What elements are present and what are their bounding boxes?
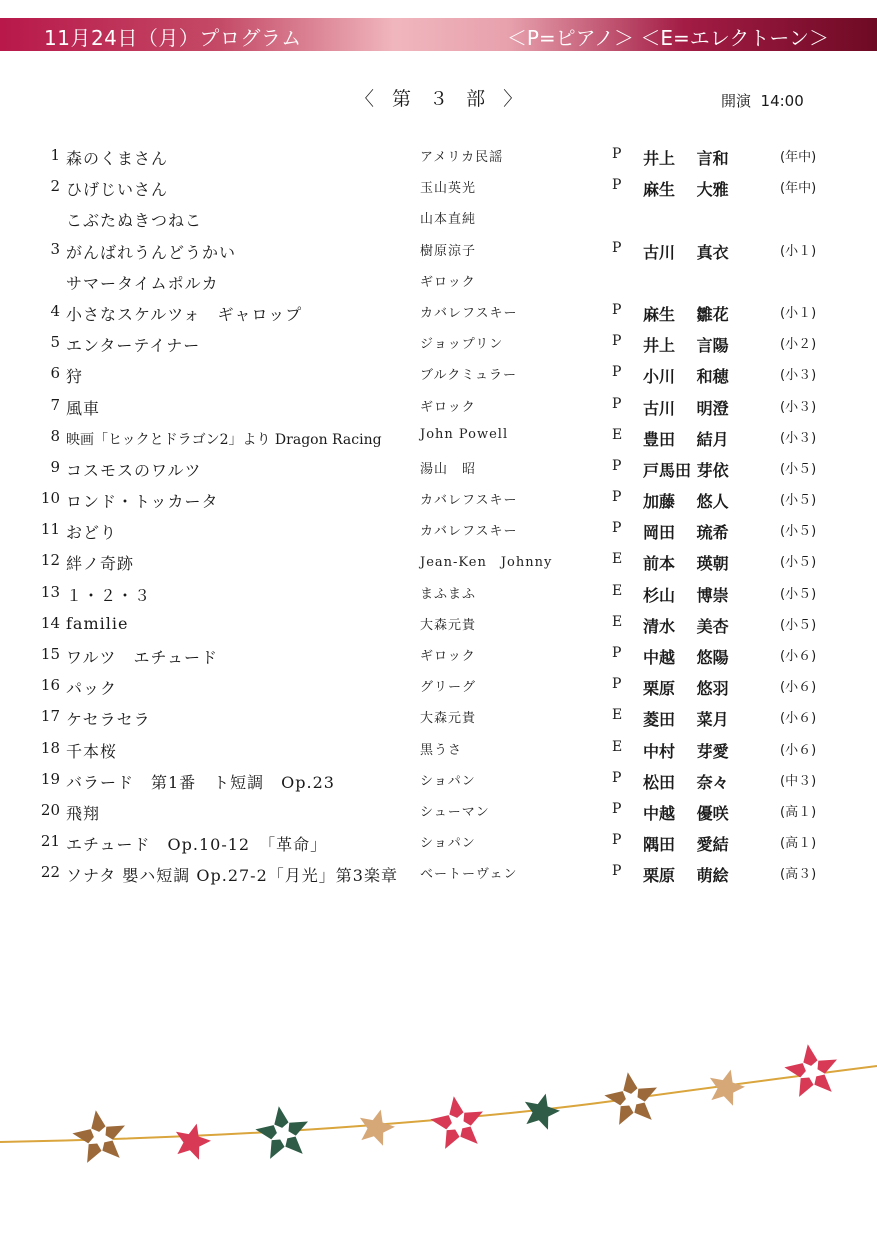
program-row — [0, 483, 877, 514]
performer-grade: (小１) — [780, 243, 817, 259]
program-number: 2 — [50, 177, 60, 196]
program-composer: ギロック — [420, 399, 476, 415]
program-composer: ショパン — [420, 836, 476, 852]
program-composer: 湯山 昭 — [420, 461, 477, 477]
program-row — [0, 296, 877, 327]
performer-grade: (小６) — [780, 711, 817, 727]
program-number: 3 — [50, 239, 60, 258]
program-instrument: P — [612, 676, 622, 693]
program-row — [0, 452, 877, 483]
header-banner — [0, 18, 877, 51]
performer-grade: (小３) — [780, 399, 817, 415]
program-row — [0, 826, 877, 857]
program-instrument: E — [612, 426, 623, 443]
program-composer: 玉山英光 — [420, 181, 477, 197]
program-title: 千本桜 — [66, 741, 118, 761]
performer-grade: (小５) — [780, 493, 817, 509]
program-instrument: P — [612, 177, 622, 194]
performer-grade: (小５) — [780, 617, 817, 633]
performer-grade: (小５) — [780, 524, 817, 540]
program-instrument: P — [612, 301, 622, 318]
program-composer: カバレフスキー — [420, 493, 518, 509]
program-instrument: P — [612, 863, 622, 880]
performer-grade: (高１) — [780, 836, 817, 852]
program-row — [0, 577, 877, 608]
program-composer: ギロック — [420, 274, 476, 290]
program-row — [0, 639, 877, 670]
performer-name: 古川 明澄 — [643, 398, 729, 418]
performer-name: 井上 言和 — [643, 149, 729, 168]
program-title: ひげじいさん — [66, 180, 169, 200]
program-composer: 大森元貴 — [420, 711, 477, 727]
performer-name: 中越 優咲 — [643, 803, 729, 823]
program-instrument: P — [612, 395, 622, 412]
program-composer: ベートーヴェン — [420, 867, 518, 883]
program-number: 20 — [40, 800, 60, 819]
program-title: 森のくまさん — [66, 149, 169, 168]
program-number: 22 — [40, 863, 60, 882]
performer-name: 古川 真衣 — [643, 242, 729, 262]
program-row — [0, 327, 877, 358]
program-instrument: E — [612, 613, 623, 630]
program-title: 絆ノ奇跡 — [66, 554, 135, 574]
program-instrument: P — [612, 457, 622, 474]
program-row — [0, 857, 877, 888]
program-instrument: P — [612, 800, 622, 817]
performer-grade: (小３) — [780, 368, 817, 384]
program-title: がんばれうんどうかい — [66, 242, 237, 262]
program-composer: ブルクミュラー — [420, 368, 517, 384]
program-title: パック — [66, 679, 118, 699]
program-row — [0, 701, 877, 732]
program-number: 8 — [50, 426, 60, 445]
program-row — [0, 140, 877, 171]
program-title: １・２・３ — [66, 585, 152, 605]
performer-grade: (小６) — [780, 680, 817, 696]
program-title: 狩 — [66, 367, 84, 387]
instrument-legend: ＜P=ピアノ＞ ＜E=エレクトーン＞ — [506, 26, 829, 50]
program-title: バラード 第1番 ト短調 Op.23 — [66, 772, 335, 792]
performer-name: 中村 芽愛 — [643, 741, 729, 761]
program-title: エチュード Op.10-12 「革命」 — [66, 835, 328, 855]
program-row — [0, 390, 877, 421]
program-title: 飛翔 — [66, 803, 101, 823]
performer-name: 豊田 結月 — [643, 429, 729, 449]
program-number: 19 — [40, 769, 60, 788]
program-title: familie — [66, 613, 129, 633]
program-composer: ジョップリン — [420, 337, 504, 353]
program-date-title: 11月24日（月）プログラム — [44, 26, 302, 50]
performer-grade: (小６) — [780, 649, 817, 664]
program-title: 風車 — [66, 398, 101, 418]
program-title: コスモスのワルツ — [66, 460, 202, 480]
program-number: 12 — [40, 551, 60, 570]
performer-name: 小川 和穂 — [643, 367, 729, 387]
program-composer: カバレフスキー — [420, 524, 518, 540]
performer-grade: (小３) — [780, 430, 817, 446]
program-row — [0, 171, 877, 202]
program-number: 11 — [40, 520, 60, 539]
program-composer: ギロック — [420, 649, 476, 664]
performer-grade: (年中) — [780, 150, 817, 165]
program-composer: グリーグ — [420, 680, 477, 696]
program-instrument: P — [612, 769, 622, 786]
section-title: 〈 第 ３ 部 〉 — [355, 88, 529, 110]
program-row — [0, 265, 877, 296]
program-row — [0, 514, 877, 545]
performer-grade: (年中) — [780, 181, 817, 197]
program-instrument: P — [612, 333, 622, 350]
start-time: 開演 14:00 — [721, 92, 804, 110]
program-composer: カバレフスキー — [420, 305, 518, 321]
program-number: 21 — [40, 832, 60, 851]
program-composer: 黒うさ — [420, 742, 463, 758]
program-title: 小さなスケルツォ ギャロップ — [66, 304, 303, 324]
program-composer: 大森元貴 — [420, 617, 477, 633]
program-row — [0, 733, 877, 764]
performer-grade: (小２) — [780, 337, 817, 353]
program-composer: John Powell — [420, 426, 509, 442]
program-instrument: P — [612, 146, 622, 162]
program-instrument: E — [612, 551, 623, 568]
program-number: 15 — [40, 645, 60, 663]
program-row — [0, 234, 877, 265]
performer-name: 松田 奈々 — [643, 772, 729, 792]
program-list — [0, 140, 877, 889]
performer-grade: (中３) — [780, 773, 817, 789]
program-number: 14 — [40, 613, 60, 632]
performer-name: 加藤 悠人 — [643, 492, 729, 512]
program-number: 7 — [50, 395, 60, 414]
performer-name: 栗原 萌絵 — [643, 866, 729, 886]
performer-name: 麻生 大雅 — [643, 180, 729, 200]
star-garland-decoration — [0, 1030, 877, 1190]
program-title: ロンド・トッカータ — [66, 492, 219, 512]
performer-name: 麻生 雛花 — [643, 304, 729, 324]
program-row — [0, 608, 877, 639]
program-title: ケセラセラ — [66, 710, 151, 730]
program-title: おどり — [66, 523, 118, 543]
program-number: 5 — [50, 333, 60, 352]
program-number: 16 — [40, 676, 60, 695]
performer-grade: (小５) — [780, 555, 817, 571]
program-number: 13 — [40, 582, 60, 601]
program-number: 6 — [50, 364, 60, 383]
performer-name: 井上 言陽 — [643, 336, 729, 356]
performer-grade: (小５) — [780, 586, 817, 602]
program-row — [0, 358, 877, 389]
program-composer: 樹原涼子 — [420, 243, 477, 259]
program-row — [0, 545, 877, 576]
program-title: ワルツ エチュード — [66, 648, 219, 667]
program-row — [0, 421, 877, 452]
program-instrument: P — [612, 239, 622, 256]
performer-name: 隅田 愛結 — [643, 835, 729, 855]
performer-grade: (高１) — [780, 804, 817, 820]
performer-name: 中越 悠陽 — [643, 648, 729, 667]
program-title: エンターテイナー — [66, 336, 201, 356]
performer-grade: (高３) — [780, 867, 817, 883]
program-instrument: P — [612, 645, 622, 661]
program-instrument: E — [612, 707, 623, 724]
garland-string — [0, 1066, 877, 1142]
performer-grade: (小１) — [780, 305, 817, 321]
program-number: 9 — [50, 457, 60, 476]
star-icon — [360, 1110, 395, 1146]
performer-name: 戸馬田 芽依 — [643, 460, 729, 480]
program-number: 1 — [50, 146, 60, 164]
program-instrument: E — [612, 582, 623, 599]
program-number: 18 — [40, 738, 60, 757]
program-row — [0, 764, 877, 795]
performer-name: 杉山 博崇 — [643, 585, 729, 605]
program-composer: 山本直純 — [420, 212, 477, 228]
program-instrument: P — [612, 520, 622, 537]
program-instrument: E — [612, 738, 623, 755]
program-composer: アメリカ民謡 — [420, 150, 504, 165]
program-title: 映画「ヒックとドラゴン2」より Dragon Racing — [66, 431, 382, 448]
program-row — [0, 795, 877, 826]
program-number: 10 — [40, 489, 60, 508]
program-composer: ショパン — [420, 773, 476, 789]
performer-grade: (小５) — [780, 461, 817, 477]
program-title: こぶたぬきつねこ — [66, 211, 203, 231]
program-number: 4 — [50, 301, 60, 320]
performer-name: 岡田 琉希 — [643, 523, 729, 543]
program-instrument: P — [612, 364, 622, 381]
program-instrument: P — [612, 489, 622, 506]
program-title: ソナタ 嬰ハ短調 Op.27-2「月光」第3楽章 — [66, 866, 398, 886]
program-composer: シューマン — [420, 804, 490, 820]
program-number: 17 — [40, 707, 60, 726]
performer-name: 菱田 菜月 — [643, 710, 729, 730]
program-row — [0, 202, 877, 233]
star-icon — [176, 1124, 211, 1160]
program-row — [0, 670, 877, 701]
performer-grade: (小６) — [780, 742, 817, 758]
performer-name: 清水 美杏 — [643, 616, 729, 636]
performer-name: 栗原 悠羽 — [643, 679, 729, 699]
program-composer: Jean-Ken Johnny — [420, 555, 553, 571]
program-instrument: P — [612, 832, 622, 849]
performer-name: 前本 瑛朝 — [643, 554, 729, 574]
program-composer: まふまふ — [420, 586, 477, 602]
program-title: サマータイムポルカ — [66, 273, 219, 293]
